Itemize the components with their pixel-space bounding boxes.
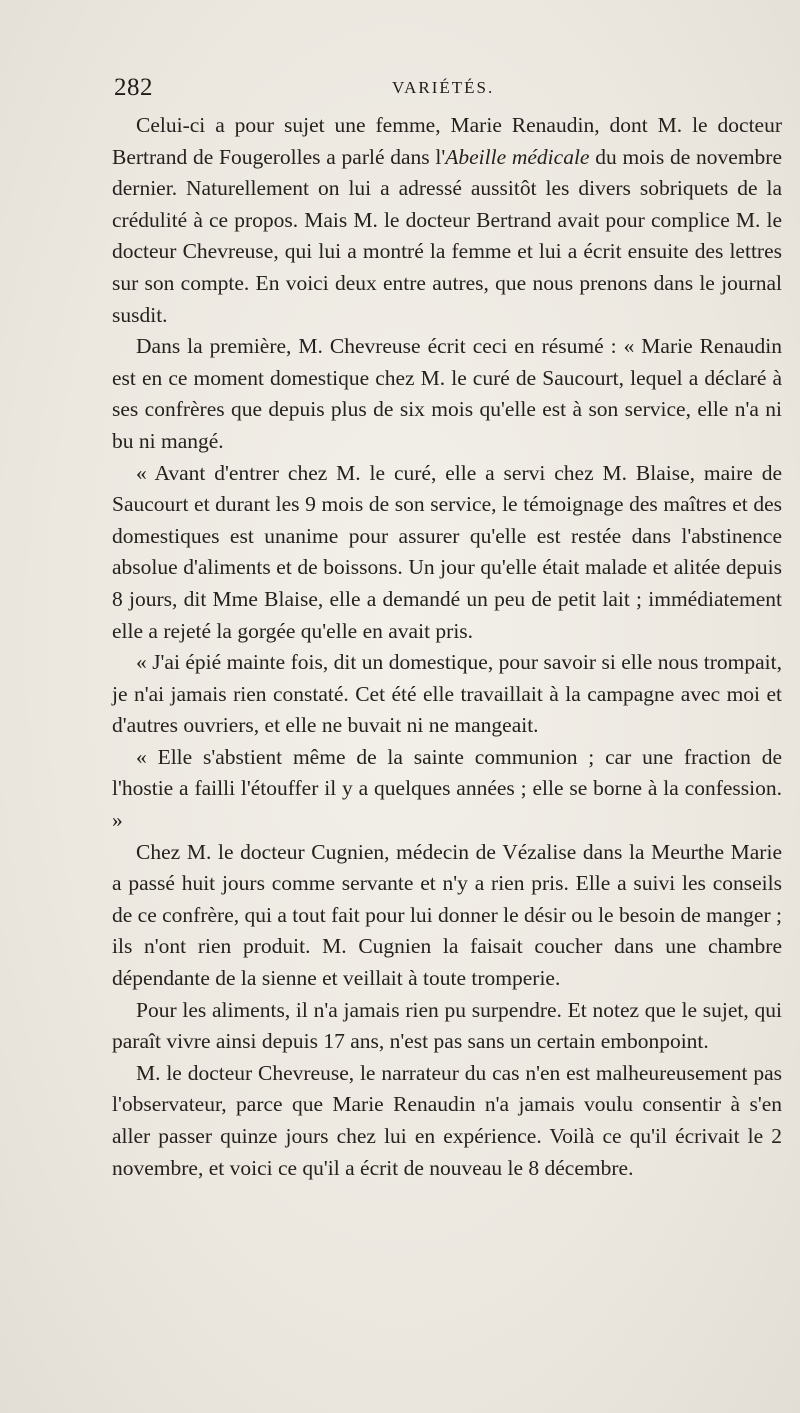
running-head: VARIÉTÉS. <box>392 78 495 97</box>
paragraph: « Elle s'abstient même de la sainte communion ; car une fraction de l'hostie a failli l'étouffer il y a quelques années ; elle se borne à la confession. » <box>112 744 782 833</box>
paragraph <box>112 110 782 331</box>
page-number: 282 <box>114 74 153 101</box>
journal-title: Abeille médicale <box>445 144 590 169</box>
paragraph-text: Celui-ci a pour sujet une femme, Marie Renaudin, dont M. le docteur Bertrand de Fougerolles a parlé dans l' <box>112 113 782 169</box>
paragraph: M. le docteur Chevreuse, le narrateur du cas n'en est malheureusement pas l'observateur, parce que Marie Renaudin n'a jamais voulu consentir à s'en aller passer quinze jours chez lui en expérience. Voilà ce qu'il écrivait le 2 novembre, et voici ce qu'il a écrit de nouveau le 8 décembre. <box>112 1060 782 1180</box>
paragraph: Dans la première, M. Chevreuse écrit ceci en résumé : « Marie Renaudin est en ce moment domestique chez M. le curé de Saucourt, lequel a déclaré à ses confrères que depuis plus de six mois qu'elle est à son service, elle n'a ni bu ni mangé. <box>112 334 782 453</box>
page-header <box>110 74 782 108</box>
paragraph: « J'ai épié mainte fois, dit un domestique, pour savoir si elle nous trompait, je n'ai jamais rien constaté. Cet été elle travaillait à la campagne avec moi et d'autres ouvriers, et elle ne buvait ni ne mangeait. <box>112 650 782 738</box>
body-text <box>112 110 782 1184</box>
paragraph: Chez M. le docteur Cugnien, médecin de Vézalise dans la Meurthe Marie a passé huit jours comme servante et n'y a rien pris. Elle a suivi les conseils de ce confrère, qui a tout fait pour lui donner le désir ou le besoin de manger ; ils n'ont rien produit. M. Cugnien la faisait coucher dans une chambre dépendante de la sienne et veillait à toute tromperie. <box>112 839 782 991</box>
paragraph-text: du mois de novembre dernier. Naturellement on lui a adressé aussitôt les divers sobriquets de la crédulité à ce propos. Mais M. le docteur Bertrand avait pour complice M. le docteur Chevreuse, qui lui a montré la femme et lui a écrit ensuite des lettres sur son compte. En voici deux entre autres, que nous prenons dans le journal susdit. <box>112 144 782 327</box>
paragraph: Pour les aliments, il n'a jamais rien pu surpendre. Et notez que le sujet, qui paraît vivre ainsi depuis 17 ans, n'est pas sans un certain embonpoint. <box>112 997 782 1054</box>
paragraph: « Avant d'entrer chez M. le curé, elle a servi chez M. Blaise, maire de Saucourt et durant les 9 mois de son service, le témoignage des maîtres et des domestiques est unanime pour assurer qu'elle est restée dans l'abstinence absolue d'aliments et de boissons. Un jour qu'elle était malade et alitée depuis 8 jours, dit Mme Blaise, elle a demandé un peu de petit lait ; immédiatement elle a rejeté la gorgée qu'elle en avait pris. <box>112 460 782 643</box>
